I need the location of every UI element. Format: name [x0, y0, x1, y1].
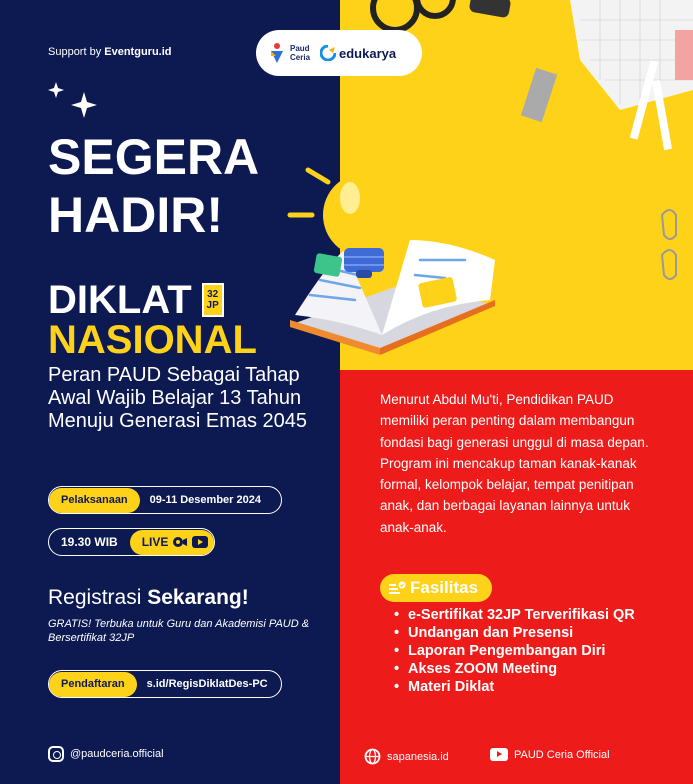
- edukarya-mark-icon: [320, 45, 336, 61]
- registration-link-pill[interactable]: [48, 670, 282, 698]
- execution-date-pill: [48, 486, 282, 514]
- time-pill: [48, 528, 215, 556]
- list-item: • Akses ZOOM Meeting: [394, 660, 635, 678]
- registration-label: Pendaftaran: [49, 672, 137, 697]
- book-lightbulb-illustration: [270, 120, 510, 370]
- list-item: • Undangan dan Presensi: [394, 624, 635, 642]
- program-description: Menurut Abdul Mu'ti, Pendidikan PAUD memiliki peran penting dalam membangun fondasi bagi generasi unggul di masa depan. Program ini mencakup taman kanak-kanak formal, kelompok belajar, tempat penitipan anak, dan berbagai layanan lainnya untuk anak-anak.: [380, 392, 649, 535]
- registration-note: GRATIS! Terbuka untuk Guru dan Akademisi PAUD & Bersertifikat 32JP: [48, 618, 310, 644]
- instagram-handle[interactable]: @paudceria.official: [48, 746, 164, 762]
- execution-label: Pelaksanaan: [49, 488, 140, 513]
- edukarya-logo: edukarya: [320, 45, 396, 61]
- video-camera-icon: [172, 536, 188, 548]
- registration-link[interactable]: s.id/RegisDiklatDes-PC: [146, 678, 268, 690]
- list-item: • Materi Diklat: [394, 678, 635, 696]
- facilities-badge: Fasilitas: [380, 574, 492, 602]
- facilities-list: [394, 606, 635, 696]
- list-item: • e-Sertifikat 32JP Terverifikasi QR: [394, 606, 635, 624]
- registration-title: Registrasi Sekarang!: [48, 586, 249, 609]
- headline: SEGERA HADIR!: [48, 129, 260, 243]
- event-time: 19.30 WIB: [61, 535, 118, 549]
- list-item: • Laporan Pengembangan Diri: [394, 642, 635, 660]
- event-subtitle: Peran PAUD Sebagai Tahap Awal Wajib Belajar 13 Tahun Menuju Generasi Emas 2045: [48, 364, 308, 432]
- globe-icon: [364, 748, 381, 765]
- partner-logos: [256, 30, 422, 76]
- website-link[interactable]: sapanesia.id: [364, 748, 449, 765]
- list-check-icon: [388, 581, 406, 595]
- paud-ceria-logo: Paud Ceria: [268, 42, 310, 64]
- diklat-title: DIKLAT 32 JP: [48, 280, 224, 320]
- youtube-channel[interactable]: PAUD Ceria Official: [490, 748, 610, 761]
- jp-badge: 32 JP: [202, 283, 224, 317]
- paud-ceria-mark-icon: [268, 42, 286, 64]
- sparkle-icon: [46, 80, 106, 130]
- instagram-icon: [48, 746, 64, 762]
- support-credit: Support by Eventguru.id: [48, 46, 172, 58]
- execution-date: 09-11 Desember 2024: [149, 494, 261, 506]
- youtube-icon: [490, 748, 508, 761]
- live-badge: LIVE: [130, 530, 215, 555]
- youtube-icon: [192, 536, 208, 548]
- nasional-title: NASIONAL: [48, 318, 257, 362]
